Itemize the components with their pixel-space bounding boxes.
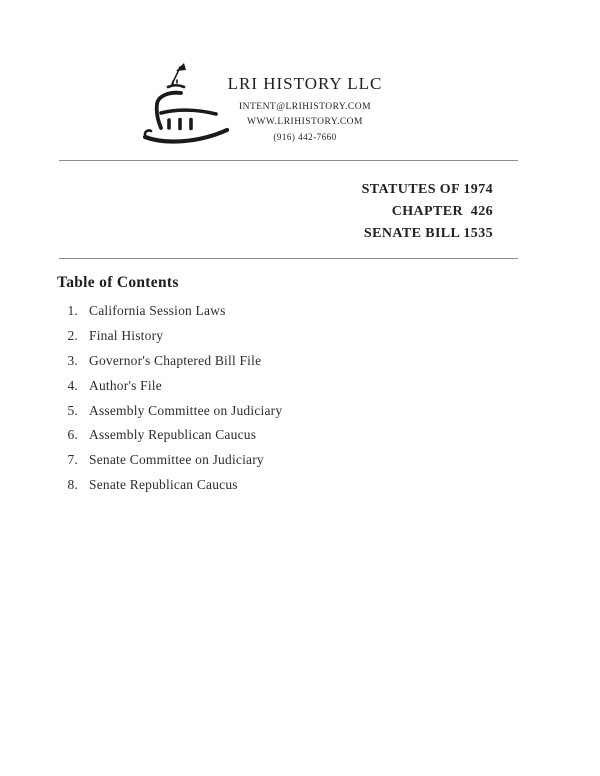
toc-item-label: Assembly Republican Caucus bbox=[89, 427, 257, 443]
toc-item bbox=[58, 427, 458, 452]
senate-bill-line: SENATE BILL 1535 bbox=[363, 226, 493, 241]
company-email: INTENT@LRIHISTORY.COM bbox=[238, 102, 372, 112]
toc-item-label: California Session Laws bbox=[89, 303, 226, 318]
toc-item-number: 1. bbox=[67, 303, 78, 318]
company-website: WWW.LRIHISTORY.COM bbox=[247, 117, 363, 127]
toc-item-label: Governor's Chaptered Bill File bbox=[89, 352, 262, 368]
chapter-line: CHAPTER 426 bbox=[391, 204, 493, 219]
toc-item-number: 5. bbox=[67, 402, 78, 418]
statutes-line: STATUTES OF 1974 bbox=[361, 182, 493, 197]
toc-item bbox=[58, 378, 458, 403]
toc-item-number: 3. bbox=[67, 352, 78, 368]
toc-item-number: 8. bbox=[67, 477, 78, 493]
company-phone: (916) 442-7660 bbox=[273, 132, 337, 142]
toc-item-number: 6. bbox=[67, 427, 78, 443]
toc-item-label: Senate Republican Caucus bbox=[89, 477, 238, 493]
letterhead bbox=[190, 74, 420, 143]
toc-item-label: Final History bbox=[89, 327, 164, 343]
toc-item-number: 2. bbox=[67, 327, 78, 343]
toc-item-number: 4. bbox=[67, 377, 78, 393]
toc-item-label: Senate Committee on Judiciary bbox=[89, 452, 264, 468]
divider-top bbox=[59, 160, 518, 161]
toc-item-label: Assembly Committee on Judiciary bbox=[89, 402, 283, 418]
toc-item-number: 7. bbox=[67, 452, 78, 468]
toc-item bbox=[58, 303, 458, 328]
toc-item bbox=[58, 328, 458, 353]
bill-reference bbox=[250, 179, 493, 245]
toc-item bbox=[58, 403, 458, 428]
toc-heading: Table of Contents bbox=[57, 274, 179, 291]
company-name: LRI HISTORY LLC bbox=[227, 74, 383, 93]
toc-item bbox=[58, 353, 458, 378]
divider-bottom bbox=[59, 258, 518, 259]
flag-icon bbox=[176, 63, 186, 71]
toc-item bbox=[58, 452, 458, 477]
toc-item-label: Author's File bbox=[89, 377, 162, 393]
toc-list bbox=[58, 303, 458, 502]
toc-item bbox=[58, 477, 458, 502]
